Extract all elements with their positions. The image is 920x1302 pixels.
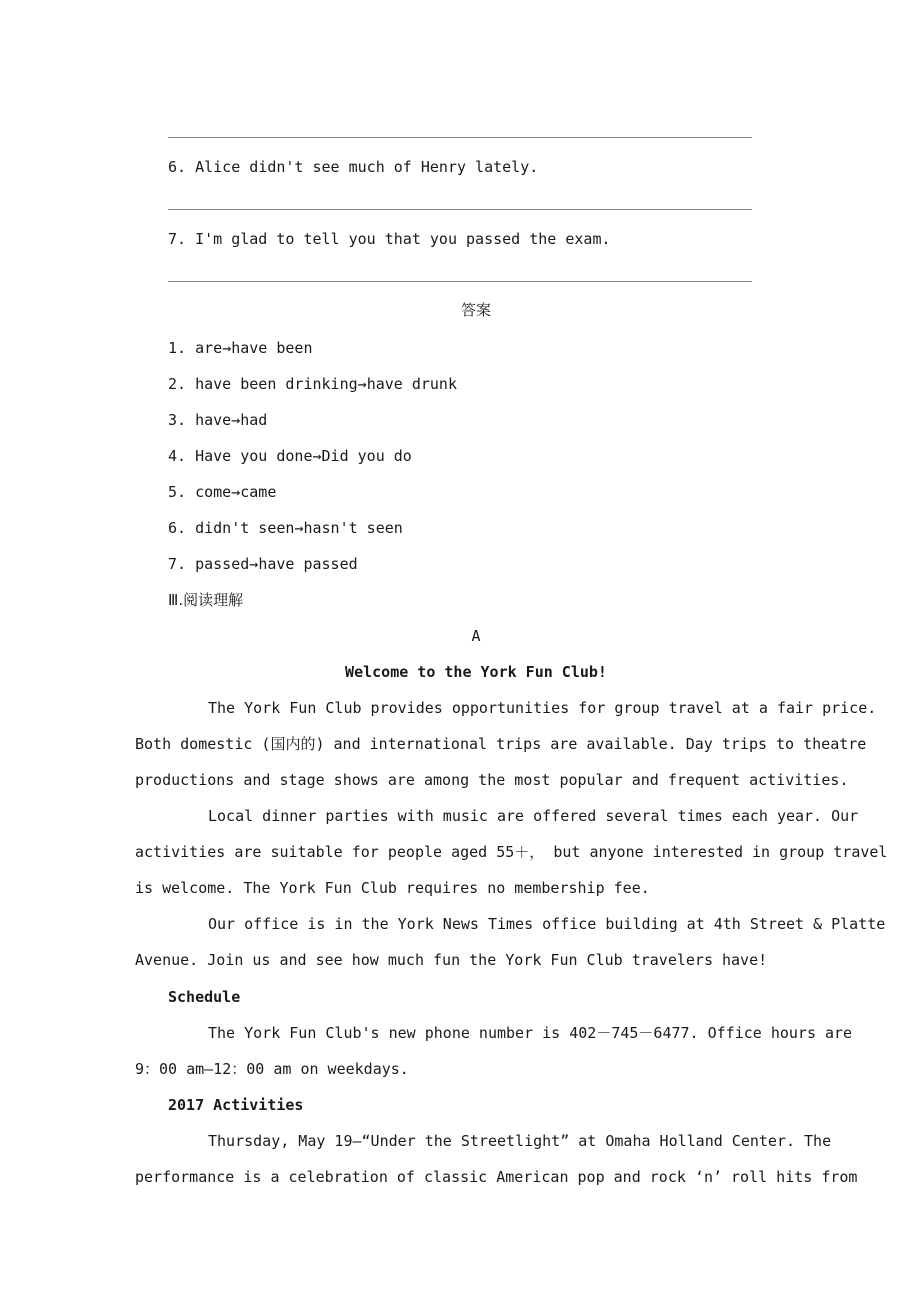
passage-letter: A <box>471 627 481 645</box>
answer-from: are <box>195 339 223 357</box>
paragraph-1-line-2: Both domestic (国内的) and international trips are available. Day trips to theatre <box>135 735 867 753</box>
activities-line-2: performance is a celebration of classic American pop and rock ‘n’ roll hits from <box>135 1168 858 1186</box>
paragraph-2-line-2: activities are suitable for people aged 55＋， but anyone interested in group travel <box>135 843 888 861</box>
answer-to: Did you do <box>321 447 412 465</box>
answer-number: 7. <box>168 555 187 573</box>
paragraph-1-line-1: The York Fun Club provides opportunities for group travel at a fair price. <box>208 699 877 717</box>
answer-to: hasn't seen <box>303 519 403 537</box>
activities-heading: 2017 Activities <box>168 1096 304 1114</box>
answer-number: 2. <box>168 375 187 393</box>
answer-heading: 答案 <box>460 301 491 319</box>
exercise-text: Alice didn't see much of Henry lately. <box>195 158 539 176</box>
answer-to: had <box>240 411 268 429</box>
arrow-icon: → <box>294 519 304 537</box>
arrow-icon: → <box>312 447 322 465</box>
answer-number: 5. <box>168 483 187 501</box>
answer-item-4 <box>168 446 412 466</box>
arrow-icon: → <box>231 483 241 501</box>
arrow-icon: → <box>231 411 241 429</box>
answer-from: Have you done <box>195 447 313 465</box>
paragraph-1-line-3: productions and stage shows are among the most popular and frequent activities. <box>135 771 849 789</box>
answer-from: have been drinking <box>195 375 358 393</box>
answer-from: come <box>195 483 232 501</box>
answer-number: 1. <box>168 339 187 357</box>
exercise-text: I'm glad to tell you that you passed the exam. <box>195 230 611 248</box>
exercise-number: 6. <box>168 158 187 176</box>
answer-to: came <box>240 483 277 501</box>
answer-from: passed <box>195 555 250 573</box>
answer-item-7 <box>168 554 358 574</box>
answer-item-5 <box>168 482 276 502</box>
answer-number: 3. <box>168 411 187 429</box>
answer-number: 4. <box>168 447 187 465</box>
answer-item-2 <box>168 374 457 394</box>
paragraph-3-line-2: Avenue. Join us and see how much fun the York Fun Club travelers have! <box>135 951 768 969</box>
answer-item-6 <box>168 518 403 538</box>
answer-blank-line <box>168 281 752 282</box>
arrow-icon: → <box>357 375 367 393</box>
arrow-icon: → <box>222 339 232 357</box>
arrow-icon: → <box>249 555 259 573</box>
answer-from: didn't seen <box>195 519 295 537</box>
exercise-item-6 <box>168 157 538 177</box>
activities-line-1: Thursday, May 19—“Under the Streetlight” at Omaha Holland Center. The <box>208 1132 832 1150</box>
paragraph-2-line-3: is welcome. The York Fun Club requires no membership fee. <box>135 879 650 897</box>
answer-item-1 <box>168 338 313 358</box>
paragraph-3-line-1: Our office is in the York News Times office building at 4th Street & Platte <box>208 915 886 933</box>
answer-item-3 <box>168 410 267 430</box>
answer-blank-line <box>168 137 752 138</box>
exercise-item-7 <box>168 229 611 249</box>
section-heading: Ⅲ.阅读理解 <box>168 591 244 609</box>
paragraph-2-line-1: Local dinner parties with music are offered several times each year. Our <box>208 807 859 825</box>
passage-title: Welcome to the York Fun Club! <box>345 663 607 681</box>
answer-to: have drunk <box>366 375 457 393</box>
schedule-line-1: The York Fun Club's new phone number is 402－745－6477. Office hours are <box>208 1024 853 1042</box>
answer-from: have <box>195 411 232 429</box>
answer-to: have been <box>231 339 313 357</box>
exercise-number: 7. <box>168 230 187 248</box>
answer-number: 6. <box>168 519 187 537</box>
schedule-heading: Schedule <box>168 988 241 1006</box>
answer-to: have passed <box>258 555 358 573</box>
schedule-line-2: 9：00 am—12：00 am on weekdays. <box>135 1060 409 1078</box>
answer-blank-line <box>168 209 752 210</box>
